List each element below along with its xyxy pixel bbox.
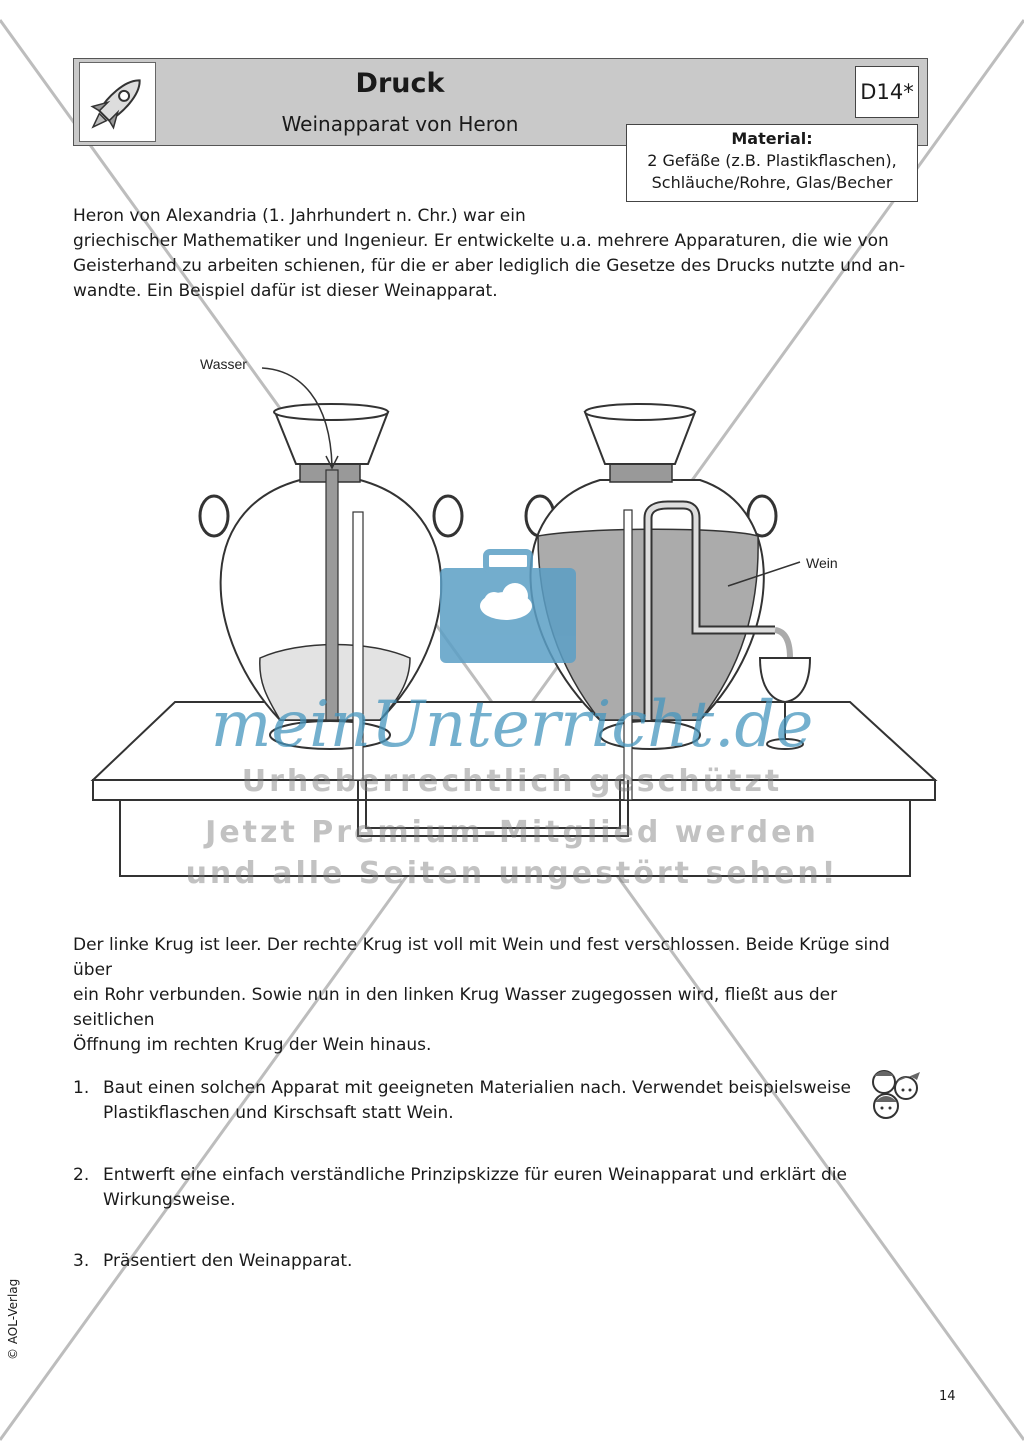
worksheet-code: D14* [855,66,919,118]
material-line: Schläuche/Rohre, Glas/Becher [651,173,893,192]
briefcase-watermark-icon [440,552,576,663]
copyright: © AOL-Verlag [6,1278,20,1360]
task-item [73,1076,873,1126]
description-paragraph [73,933,913,1058]
description-line: Der linke Krug ist leer. Der rechte Krug ist voll mit Wein und fest verschlossen. Beide Krüge sind über [73,935,890,980]
task-text: Plastikflaschen und Kirschsaft statt Wein. [103,1103,454,1123]
material-box [626,124,918,202]
watermark-brand: meinUnterricht.de [210,688,814,762]
task-item [73,1249,873,1274]
task-text: Baut einen solchen Apparat mit geeigneten Materialien nach. Verwendet beispielsweise [103,1078,852,1098]
task-text: Präsentiert den Weinapparat. [103,1251,353,1271]
label-water: Wasser [200,356,247,372]
task-number: 3. [73,1251,90,1271]
task-item [73,1163,873,1213]
group-work-icon [862,1062,924,1128]
watermark-text: Jetzt Premium-Mitglied werden [205,815,819,850]
task-text: Wirkungsweise. [103,1190,236,1210]
rocket-icon [79,62,156,142]
task-number: 2. [73,1165,90,1185]
task-text: Entwerft eine einfach verständliche Prinzipskizze für euren Weinapparat und erklärt die [103,1165,847,1185]
material-title: Material: [731,129,813,148]
intro-line: wandte. Ein Beispiel dafür ist dieser Weinapparat. [73,281,498,301]
watermark-text: Urheberrechtlich geschützt [241,764,783,799]
description-line: ein Rohr verbunden. Sowie nun in den linken Krug Wasser zugegossen wird, fließt aus der seitlichen [73,985,838,1030]
intro-paragraph [73,204,913,304]
page-title: Druck [355,68,445,99]
intro-line: Heron von Alexandria (1. Jahrhundert n. Chr.) war ein [73,206,526,226]
page-subtitle: Weinapparat von Heron [281,112,519,136]
description-line: Öffnung im rechten Krug der Wein hinaus. [73,1035,432,1055]
watermark-text: und alle Seiten ungestört sehen! [185,856,839,891]
task-number: 1. [73,1078,90,1098]
intro-line: griechischer Mathematiker und Ingenieur. Er entwickelte u.a. mehrere Apparaturen, die wie von [73,231,889,251]
label-wine: Wein [806,555,838,571]
material-line: 2 Gefäße (z.B. Plastikflaschen), [647,151,897,170]
page-number: 14 [939,1389,956,1404]
intro-line: Geisterhand zu arbeiten schienen, für die er aber lediglich die Gesetze des Drucks nutzte und an- [73,256,906,276]
